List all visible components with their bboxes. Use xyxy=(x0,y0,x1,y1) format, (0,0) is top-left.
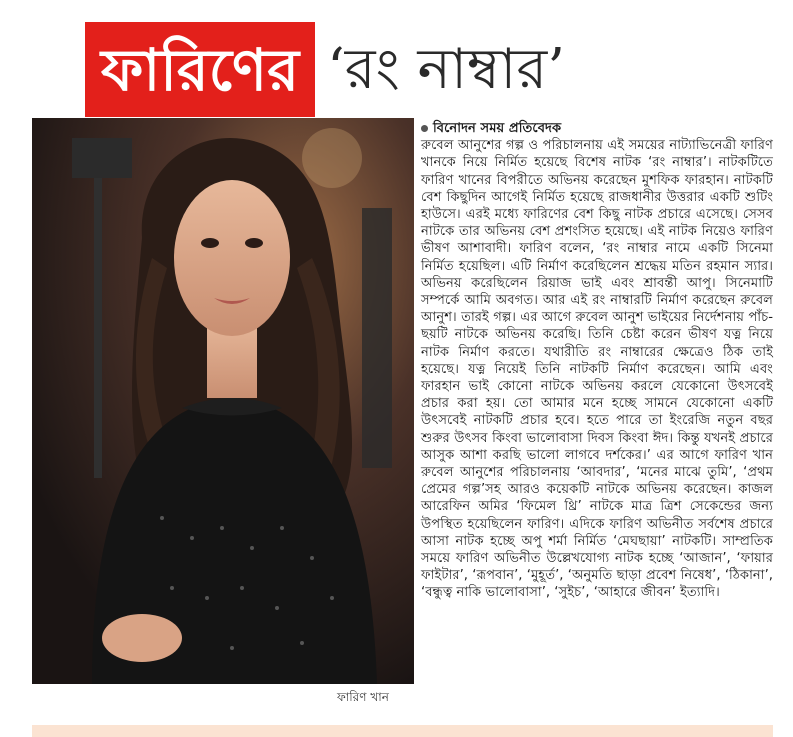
byline-text: বিনোদন সময় প্রতিবেদক xyxy=(433,121,562,136)
headline xyxy=(85,22,565,117)
headline-highlight: ফারিণের xyxy=(85,22,315,117)
article xyxy=(421,120,773,602)
portrait-illustration xyxy=(32,118,414,684)
headline-title: ‘রং নাম্বার’ xyxy=(326,36,565,102)
bullet-icon xyxy=(421,125,428,132)
photo-caption: ফারিণ খান xyxy=(337,690,389,704)
byline xyxy=(421,120,773,137)
actress-photo xyxy=(32,118,414,684)
article-body: রুবেল আনুশের গল্প ও পরিচালনায় এই সময়ের নাট্যাভিনেত্রী ফারিণ খানকে নিয়ে নির্মিত হয়েছে বিশেষ নাটক ‘রং নাম্বার’। নাটকটিতে ফারিণ খানের বিপরীতে অভিনয় করেছেন মুশফিক ফারহান। নাটকটি বেশ কিছুদিন আগেই নির্মিত হয়েছে রাজধানীর উত্তরার একটি শুটিং হাউসে। এরই মধ্যে ফারিণের বেশ কিছু নাটক প্রচারে এসেছে। সেসব নাটকে তার অভিনয় বেশ প্রশংসিত হয়েছে। এই নাটক নিয়েও ফারিণ ভীষণ আশাবাদী। ফারিণ বলেন, ‘রং নাম্বার নামে একটি সিনেমা নির্মিত হয়েছিল। এটি নির্মাণ করেছিলেন শ্রদ্ধেয় মতিন রহমান স্যার। অভিনয় করেছিলেন রিয়াজ ভাই এবং শ্রাবন্তী আপু। সিনেমাটি সম্পর্কে আমি অবগত। আর এই রং নাম্বারটি নির্মাণ করেছেন রুবেল আনুশ। তারই গল্প। এর আগে রুবেল আনুশ ভাইয়ের নির্দেশনায় পাঁচ-ছয়টি নাটকে অভিনয় করেছি। তিনি চেষ্টা করেন ভীষণ যত্ন নিয়ে নাটক নির্মাণ করতে। যথারীতি রং নাম্বারের ক্ষেত্রেও ঠিক তাই হয়েছে। যত্ন নিয়েই তিনি নাটকটি নির্মাণ করেছেন। আমি এবং ফারহান ভাই কোনো নাটকে অভিনয় করলে যেকোনো উৎসবেই প্রচার করা হয়। তো আমার মনে হচ্ছে সামনে যেকোনো একটি উৎসবেই নাটকটি প্রচার হবে। হতে পারে তা ইংরেজি নতুন বছর শুরুর উৎসব কিংবা ভালোবাসা দিবস কিংবা ঈদ। কিন্তু যখনই প্রচারে আসুক আশা করছি ভালো লাগবে দর্শকের।’ এর আগে ফারিণ খান রুবেল আনুশের পরিচালনায় ‘আবদার’, ‘মনের মাঝে তুমি’, ‘প্রথম প্রেমের গল্প’সহ আরও কয়েকটি নাটকে অভিনয় করেছেন। কাজল আরেফিন অমির ‘ফিমেল থ্রি’ নাটকে মাত্র ত্রিশ সেকেন্ডের জন্য উপস্থিত হয়েছিলেন ফারিণ। এদিকে ফারিণ অভিনীত সর্বশেষ প্রচারে আসা নাটক হচ্ছে অপু শর্মা নির্মিত ‘মেঘছায়া’ নাটকটি। সাম্প্রতিক সময়ে ফারিণ অভিনীত উল্লেখযোগ্য নাটক হচ্ছে ‘আজান’, ‘ফায়ার ফাইটার’, ‘রূপবান’, ‘মুহূর্ত’, ‘অনুমতি ছাড়া প্রবেশ নিষেধ’, ‘ঠিকানা’, ‘বন্ধুত্ব নাকি ভালোবাসা’, ‘সুইচ’, ‘আহারে জীবন’ ইত্যাদি। xyxy=(421,138,773,601)
bottom-divider xyxy=(32,725,773,737)
